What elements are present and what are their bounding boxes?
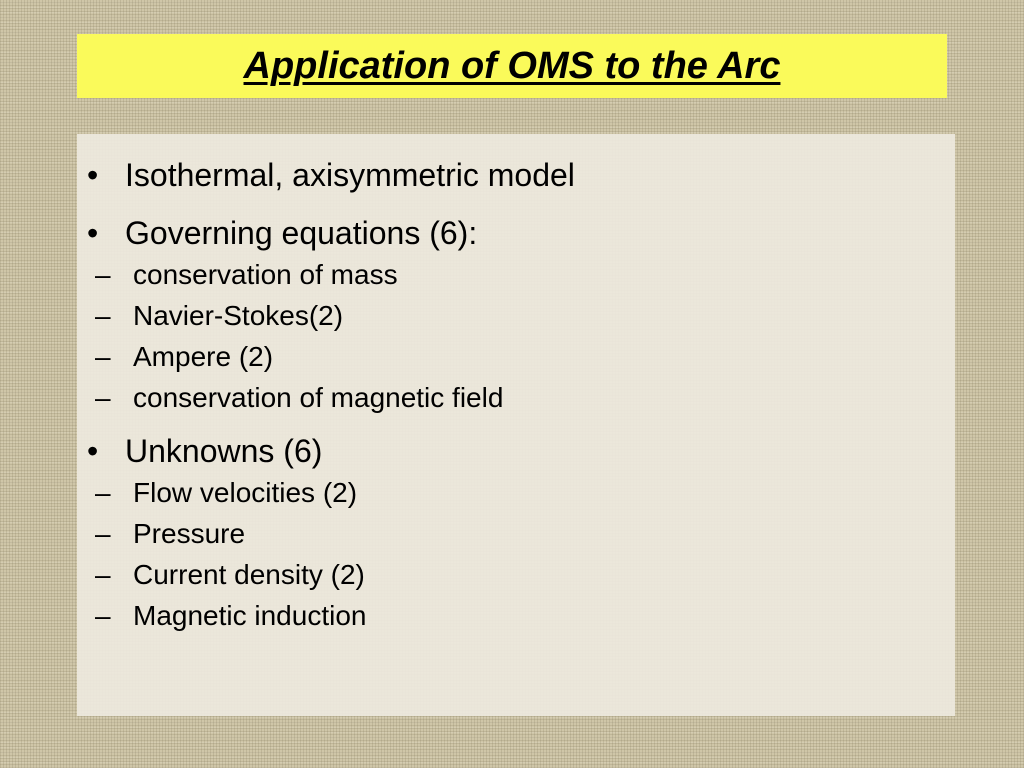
sub-list	[87, 254, 575, 418]
bullet-text: Isothermal, axisymmetric model	[125, 157, 575, 193]
bullet-icon: •	[87, 215, 99, 251]
sub-item	[95, 336, 575, 377]
bullet-icon: •	[87, 157, 99, 193]
dash-icon: –	[95, 259, 111, 290]
sub-item	[95, 254, 575, 295]
sub-list	[87, 472, 575, 636]
dash-icon: –	[95, 518, 111, 549]
sub-item-text: Navier-Stokes(2)	[133, 300, 344, 331]
dash-icon: –	[95, 559, 111, 590]
dash-icon: –	[95, 300, 111, 331]
sub-item-text: Magnetic induction	[133, 600, 367, 631]
slide-title-bar	[77, 34, 947, 98]
content-panel	[77, 134, 955, 716]
dash-icon: –	[95, 341, 111, 372]
sub-list-container	[87, 254, 575, 418]
sub-list-container	[87, 472, 575, 636]
sub-item-text: Flow velocities (2)	[133, 477, 358, 508]
sub-item-text: Ampere (2)	[133, 341, 274, 372]
sub-item-text: Pressure	[133, 518, 246, 549]
sub-item	[95, 472, 575, 513]
bullet-list	[87, 146, 575, 640]
sub-item	[95, 377, 575, 418]
dash-icon: –	[95, 477, 111, 508]
dash-icon: –	[95, 600, 111, 631]
bullet-text: Governing equations (6):	[125, 215, 478, 251]
sub-item	[95, 295, 575, 336]
bullet-text: Unknowns (6)	[125, 433, 323, 469]
dash-icon: –	[95, 382, 111, 413]
slide-title: Application of OMS to the Arc	[243, 44, 781, 87]
sub-item-text: conservation of mass	[133, 259, 398, 290]
bullet-icon: •	[87, 433, 99, 469]
sub-item	[95, 554, 575, 595]
sub-item	[95, 513, 575, 554]
bullet-item	[87, 146, 575, 204]
sub-item	[95, 595, 575, 636]
sub-item-text: Current density (2)	[133, 559, 365, 590]
sub-item-text: conservation of magnetic field	[133, 382, 504, 413]
